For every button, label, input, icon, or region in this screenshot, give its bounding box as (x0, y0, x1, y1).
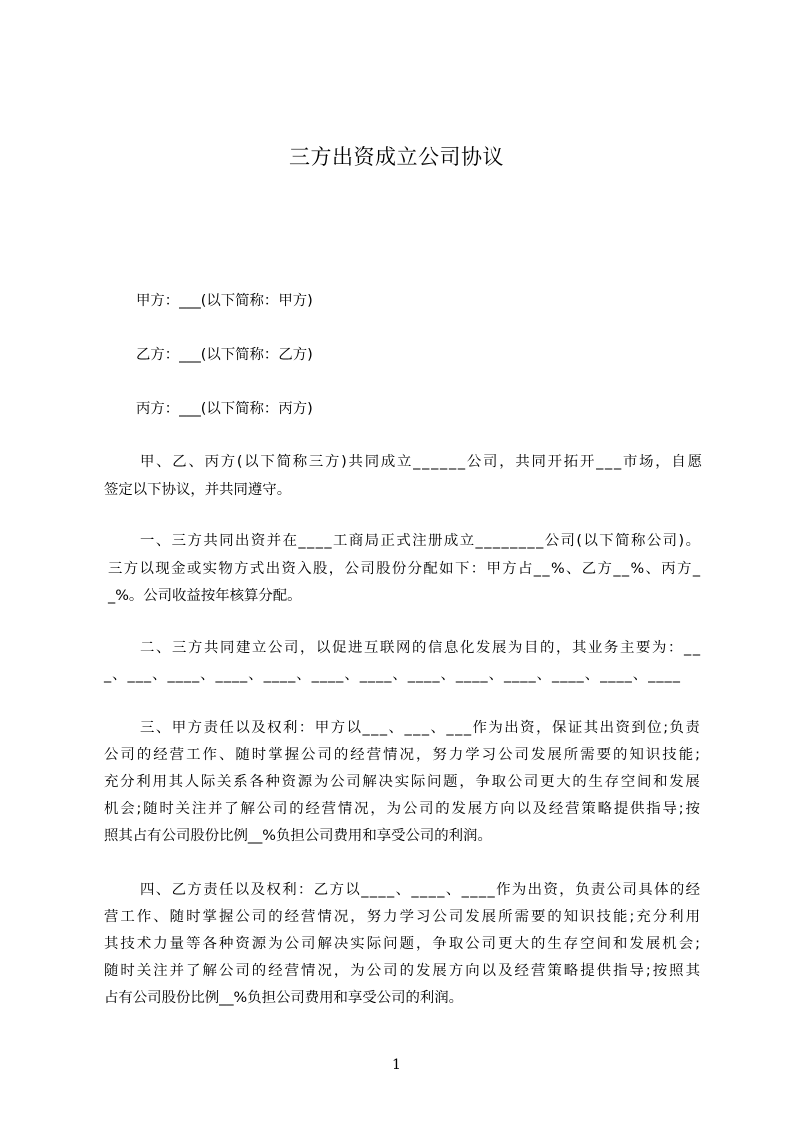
party-b-line: 乙方：___(以下简称：乙方) (136, 347, 313, 363)
page-number: 1 (392, 1057, 401, 1073)
party-a-line: 甲方：___(以下简称：甲方) (136, 293, 313, 309)
clause-1-line-2: 三方以现金或实物方式出资入股，公司股份分配如下：甲方占__%、乙方__%、丙方_ (108, 561, 702, 577)
clause-3-line-2: 公司的经营工作、随时掌握公司的经营情况，努力学习公司发展所需要的知识技能; (104, 747, 703, 763)
clause-4-line-3: 其技术力量等各种资源为公司解决实际问题，争取公司更大的生存空间和发展机会; (104, 936, 703, 952)
clause-3-line-3: 充分利用其人际关系各种资源为公司解决实际问题，争取公司更大的生存空间和发展 (104, 774, 702, 790)
document-title: 三方出资成立公司协议 (289, 145, 504, 169)
clause-4-line-5: 占有公司股份比例__%负担公司费用和享受公司的利润。 (104, 990, 464, 1006)
clause-4-line-2: 营工作、随时掌握公司的经营情况，努力学习公司发展所需要的知识技能;充分利用 (104, 909, 703, 925)
clause-4-line-1: 四、乙方责任以及权利：乙方以____、____、____作为出资，负责公司具体的经 (140, 882, 702, 898)
clause-2-line-1: 二、三方共同建立公司，以促进互联网的信息化发展为目的，其业务主要为：__ (140, 640, 702, 656)
clause-3-line-4: 机会;随时关注并了解公司的经营情况，为公司的发展方向以及经营策略提供指导;按 (104, 801, 702, 817)
intro-paragraph-line-1: 甲、乙、丙方(以下简称三方)共同成立______公司，共同开拓开___市场，自愿 (140, 454, 704, 470)
clause-4-line-4: 随时关注并了解公司的经营情况，为公司的发展方向以及经营策略提供指导;按照其 (104, 963, 703, 979)
clause-1-line-3: _%。公司收益按年核算分配。 (108, 588, 302, 604)
intro-paragraph-line-2: 签定以下协议，并共同遵守。 (104, 482, 292, 498)
clause-3-line-1: 三、甲方责任以及权利：甲方以___、___、___作为出资，保证其出资到位;负责 (140, 720, 702, 736)
party-c-line: 丙方：___(以下简称：丙方) (136, 401, 313, 417)
clause-2-line-2: _、___、____、____、____、____、____、____、____、____、____、____、____ (104, 667, 681, 683)
clause-1-line-1: 一、三方共同出资并在____工商局正式注册成立________公司(以下简称公司)。 (140, 533, 702, 549)
clause-3-line-5: 照其占有公司股份比例__%负担公司费用和享受公司的利润。 (104, 828, 492, 844)
